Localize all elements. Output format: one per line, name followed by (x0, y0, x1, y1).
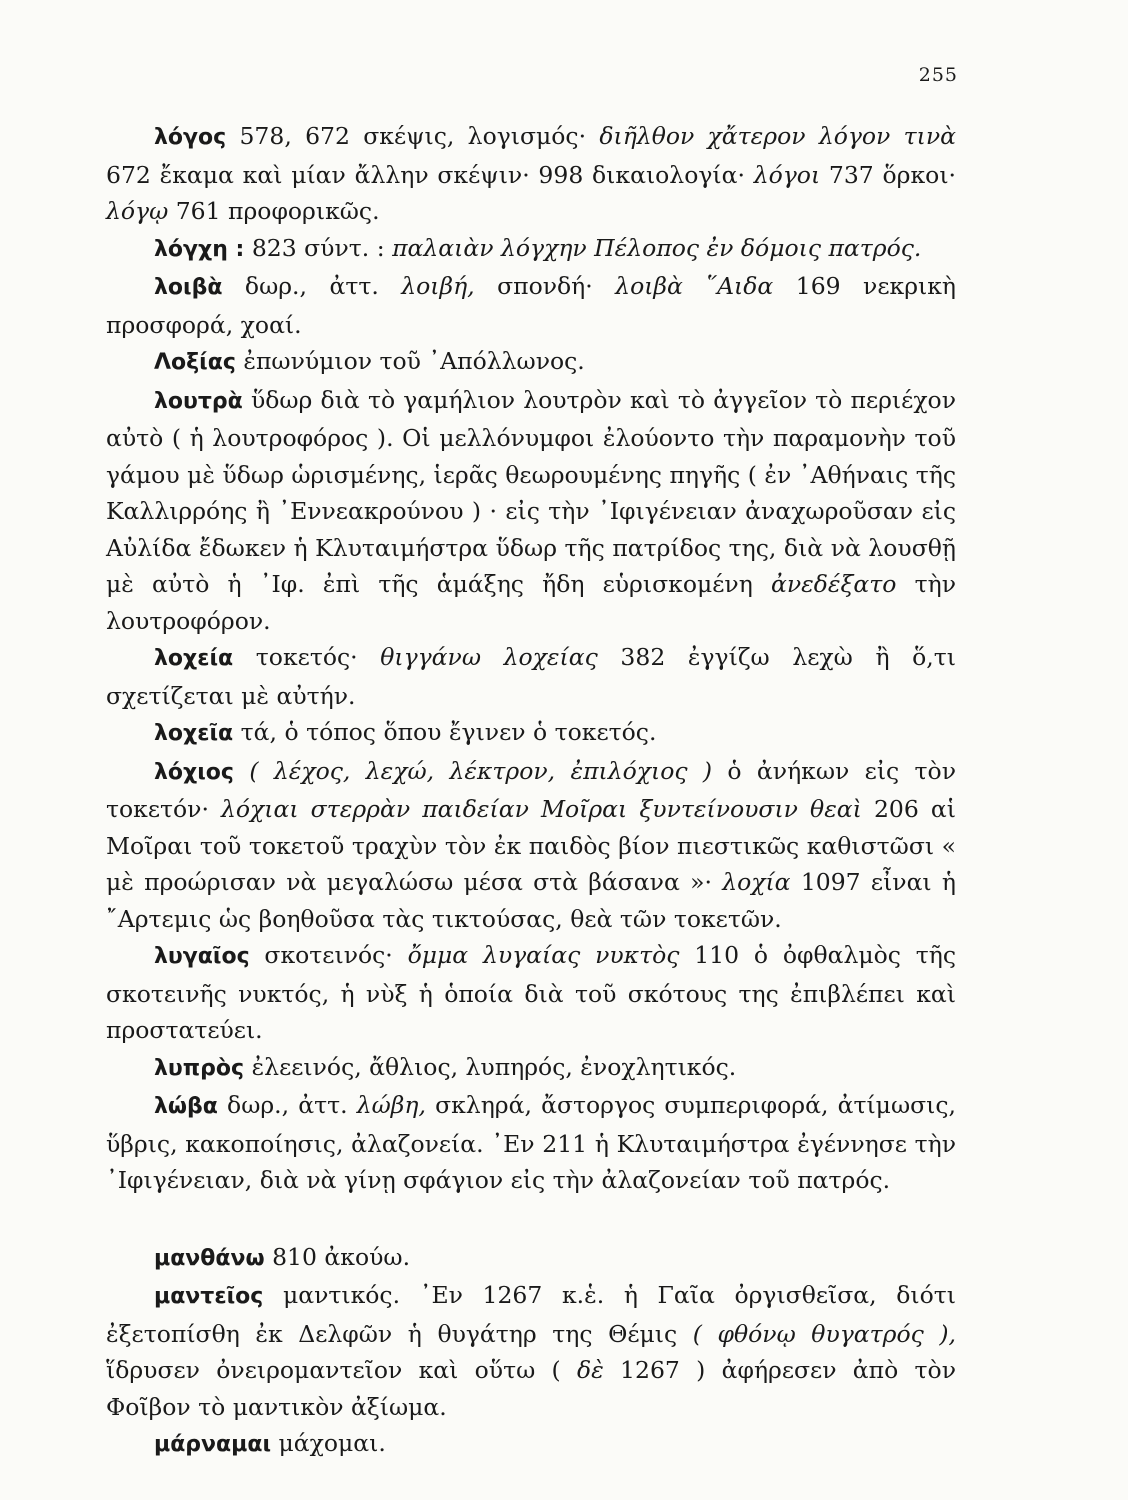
headword: Λοξίας (154, 350, 236, 375)
dictionary-entries (106, 118, 956, 1464)
headword: λουτρὰ (154, 388, 243, 414)
entry-lochios: λόχιος ( λέχος, λεχώ, λέκτρον, ἐπιλόχιος ) ὁ ἀνήκων εἰς τὸν τοκετόν· λόχιαι στερρὰν παιδείαν Μοῖραι ξυντείνουσιν θεαὶ 206 αἱ Μοῖραι τοῦ τοκετοῦ τραχὺν τὸν ἐκ παιδὸς βίον πιεστικῶς καθιστῶσι « μὲ προώρισαν νὰ μεγαλώσω μέσα στὰ βάσανα »· λοχία 1097 εἶναι ἡ ῎Αρτεμις ὡς βοηθοῦσα τὰς τικτούσας, θεὰ τῶν τοκετῶν. (106, 756, 956, 933)
entry-lypros: λυπρὸς ἐλεεινός, ἄθλιος, λυπηρός, ἐνοχλητικός. (154, 1052, 737, 1081)
headword: λυπρὸς (154, 1055, 245, 1081)
entry-lygaios: λυγαῖος σκοτεινός· ὄμμα λυγαίας νυκτὸς 110 ὁ ὀφθαλμὸς τῆς σκοτεινῆς νυκτός, ἡ νὺξ ἡ ὁποία διὰ τοῦ σκότους της ἐπιβλέπει καὶ προστατεύει. (106, 941, 956, 1044)
entry-lonche: λόγχη : 823 σύντ. : παλαιὰν λόγχην Πέλοπος ἐν δόμοις πατρός. (154, 233, 922, 262)
headword: λοχεῖα (154, 721, 234, 746)
headword: μάρναμαι (154, 1432, 272, 1457)
entry-loba: λώβα δωρ., ἀττ. λώβη, σκληρά, ἄστοργος συμπεριφορά, ἀτίμωσις, ὕβρις, κακοποίησις, ἀλαζονεία. ᾿Εν 211 ἡ Κλυταιμήστρα ἐγέννησε τὴν ᾿Ιφιγένειαν, διὰ νὰ γίνῃ σφάγιον εἰς τὴν ἀλαζονείαν τοῦ πατρός. (106, 1091, 956, 1194)
headword: λοχεία (154, 646, 234, 671)
page-number: 255 (918, 64, 958, 86)
entry-marnamai: μάρναμαι μάχομαι. (154, 1429, 386, 1457)
entry-loiba: λοιβὰ δωρ., ἀττ. λοιβή, σπονδή· λοιβὰ ῞Αιδα 169 νεκρικὴ προσφορά, χοαί. (106, 272, 956, 339)
headword: μανθάνω (154, 1245, 265, 1271)
entry-loutra: λουτρὰ ὕδωρ διὰ τὸ γαμήλιον λουτρὸν καὶ τὸ ἀγγεῖον τὸ περιέχον αὐτὸ ( ἡ λουτροφόρος ). Οἱ μελλόνυμφοι ἐλούοντο τὴν παραμονὴν τοῦ γάμου μὲ ὕδωρ ὡρισμένης, ἱερᾶς θεωρουμένης πηγῆς ( ἐν ᾿Αθήναις τῆς Καλλιρρόης ἢ ᾿Εννεακρούνου ) · εἰς τὴν ᾿Ιφιγένειαν ἀναχωροῦσαν εἰς Αὐλίδα ἔδωκεν ἡ Κλυταιμήστρα ὕδωρ τῆς πατρίδος της, διὰ νὰ λουσθῇ μὲ αὐτὸ ἡ ᾿Ιφ. ἐπὶ τῆς ἁμάξης ἤδη εὑρισκομένη ἀνεδέξατο τὴν λουτροφόρον. (106, 385, 956, 635)
headword: λυγαῖος (154, 944, 250, 969)
headword: λόχιος (154, 759, 234, 785)
entry-logos: λόγος 578, 672 σκέψις, λογισμός· διῆλθον χἄτερον λόγον τινὰ 672 ἔκαμα καὶ μίαν ἄλλην σκέψιν· 998 δικαιολογία· λόγοι 737 ὅρκοι· λόγῳ 761 προφορικῶς. (106, 122, 956, 225)
headword: λόγος (154, 125, 227, 150)
entry-manthano: μανθάνω 810 ἀκούω. (154, 1242, 411, 1271)
section-gap (106, 1199, 956, 1239)
headword: μαντεῖος (154, 1284, 264, 1309)
entry-locheia-plural: λοχεῖα τά, ὁ τόπος ὅπου ἔγινεν ὁ τοκετός. (154, 718, 657, 746)
entry-manteios: μαντεῖος μαντικός. ᾿Εν 1267 κ.ἑ. ἡ Γαῖα ὀργισθεῖσα, διότι ἐξετοπίσθη ἐκ Δελφῶν ἡ θυγάτηρ της Θέμις ( φθόνῳ θυγατρός ), ἵδρυσεν ὀνειρομαντεῖον καὶ οὕτω ( δὲ 1267 ) ἀφήρεσεν ἀπὸ τὸν Φοῖβον τὸ μαντικὸν ἀξίωμα. (106, 1281, 957, 1421)
entry-locheia: λοχεία τοκετός· θιγγάνω λοχείας 382 ἐγγίζω λεχὼ ἢ ὅ,τι σχετίζεται μὲ αὐτήν. (106, 643, 956, 710)
headword: λοιβὰ (154, 275, 223, 300)
headword: λόγχη : (154, 236, 245, 262)
headword: λώβα (154, 1094, 218, 1119)
entry-loxias: Λοξίας ἐπωνύμιον τοῦ ᾿Απόλλωνος. (154, 347, 585, 375)
